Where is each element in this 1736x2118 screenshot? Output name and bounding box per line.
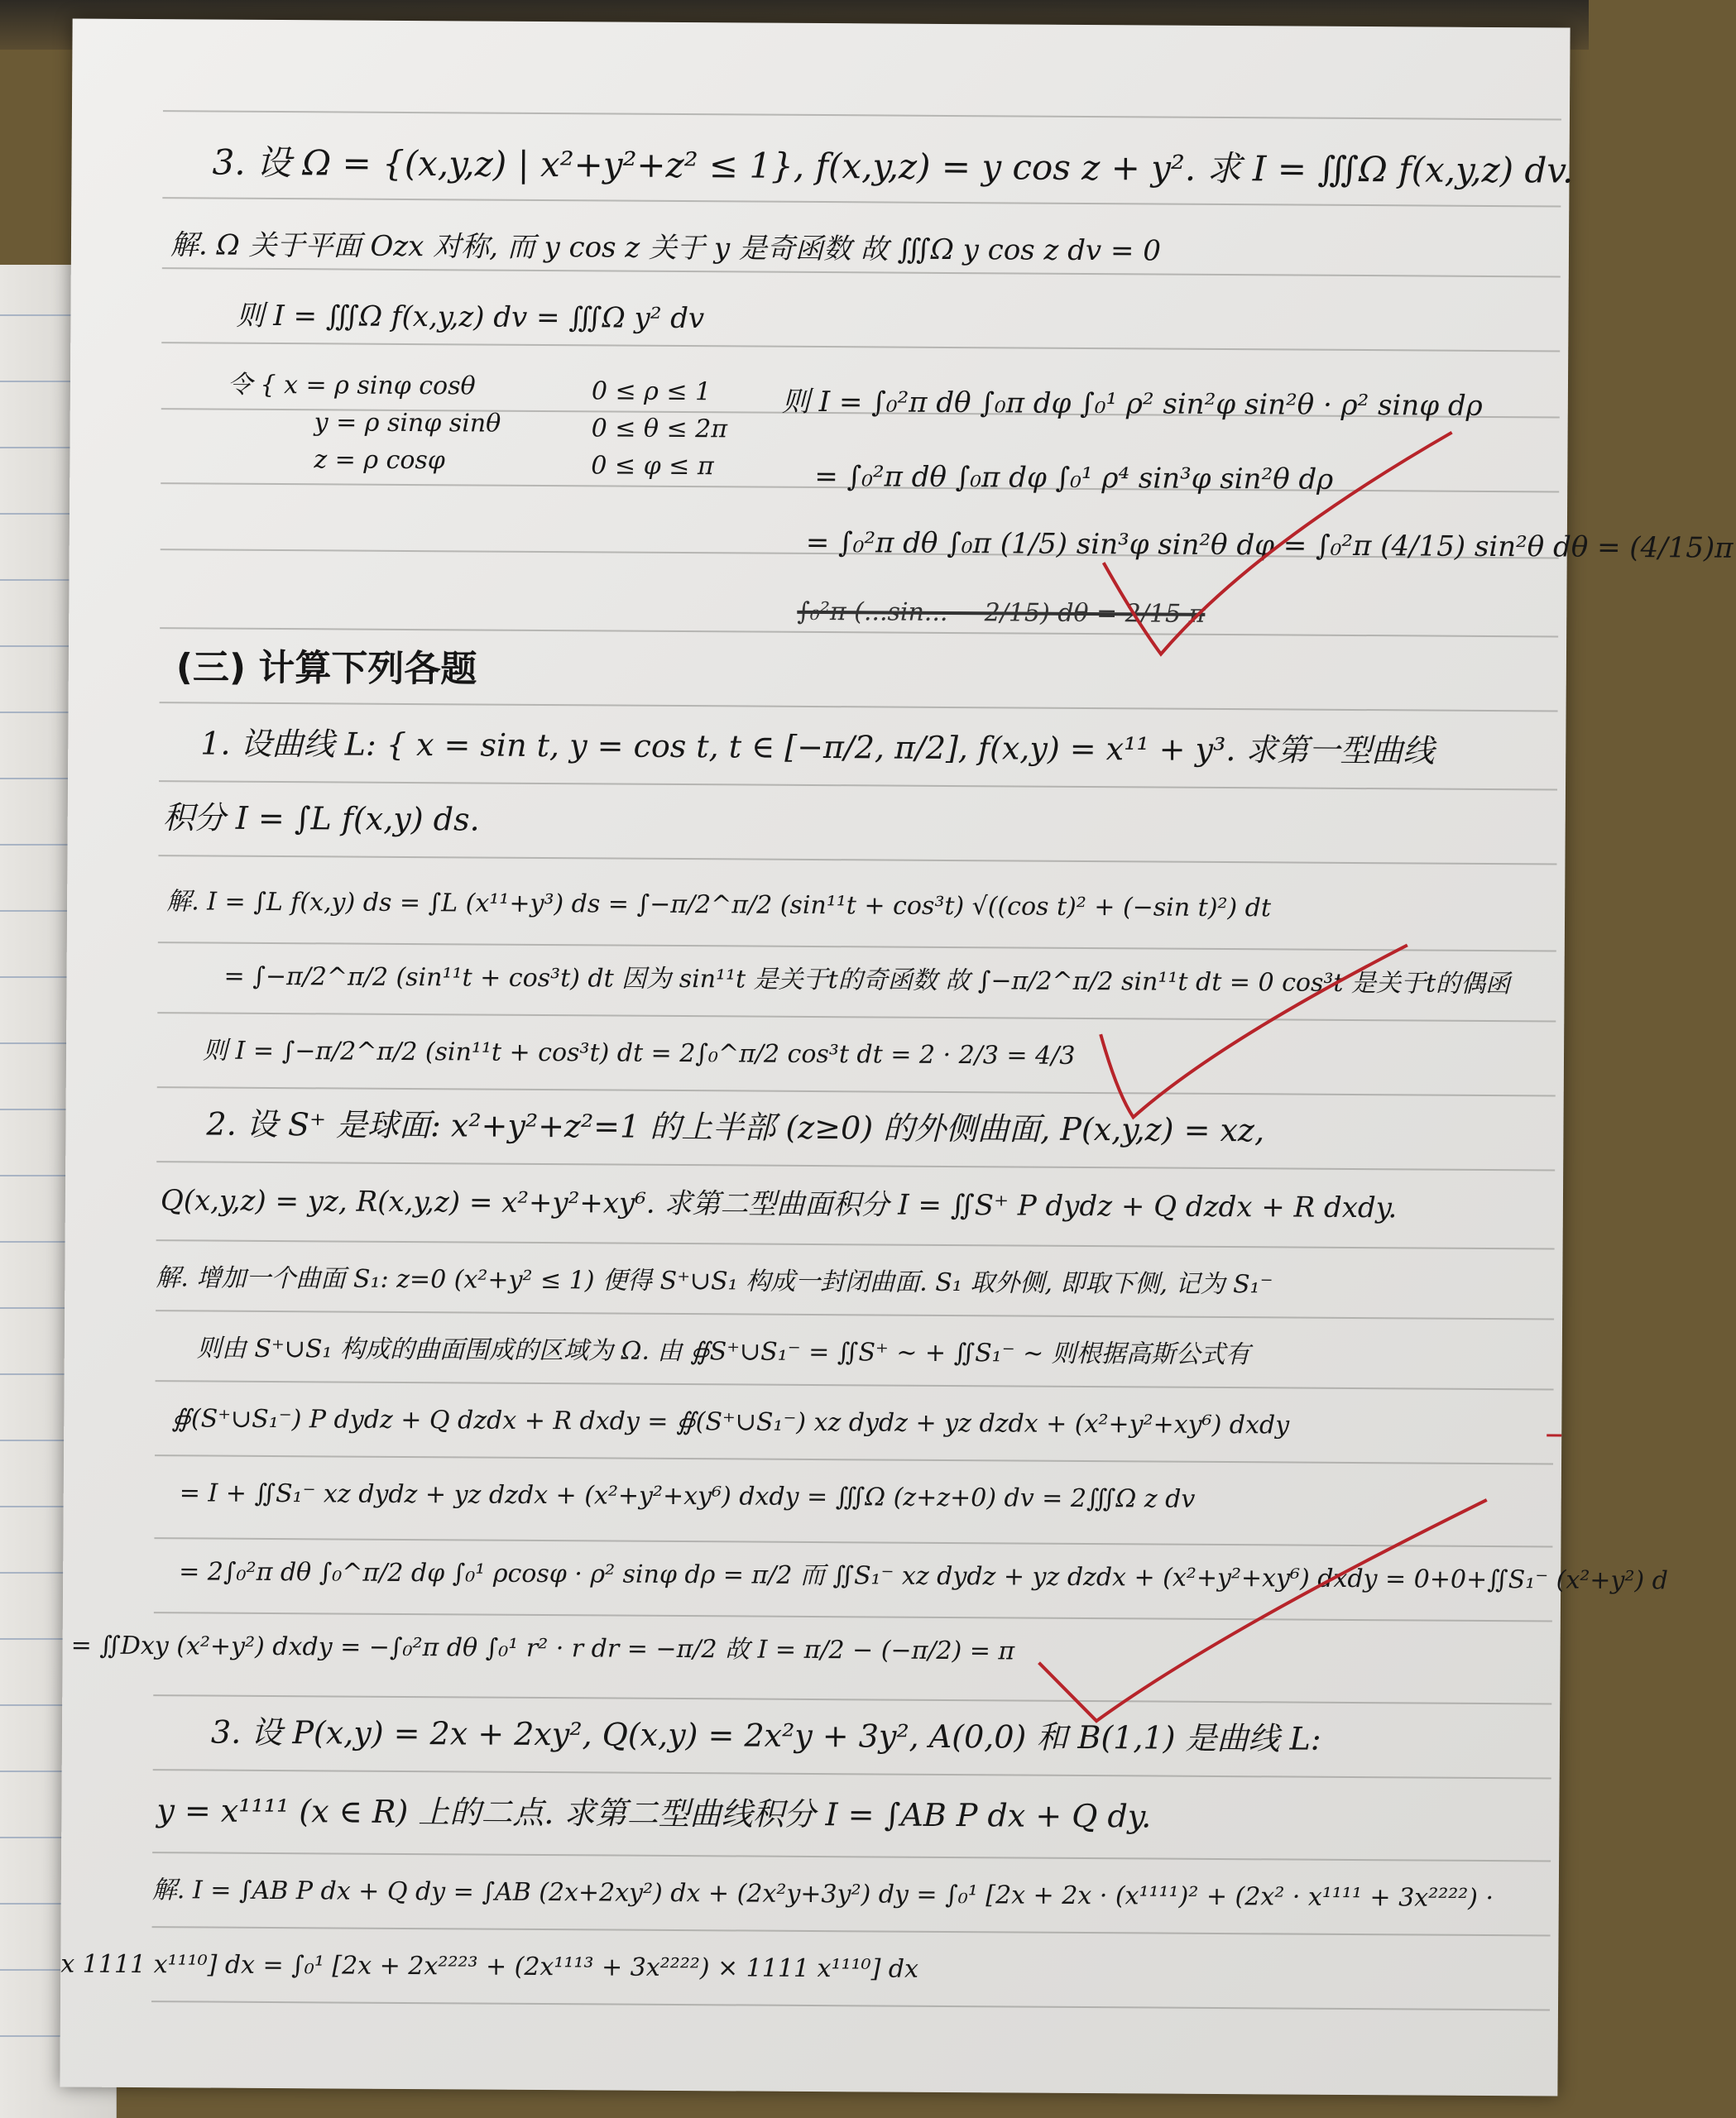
red-check-mark-question-1 — [1091, 943, 1423, 1135]
homework-sheet — [60, 18, 1734, 2096]
q2-statement-line-1: 2. 设 S⁺ 是球面: x²+y²+z²=1 的上半部 (z≥0) 的外侧曲面, P(x,y,z) = xz, — [206, 1105, 1265, 1149]
section-heading: (三) 计算下列各题 — [175, 646, 477, 691]
problem-3-calc-2: = ∫₀²π dθ ∫₀π dφ ∫₀¹ ρ⁴ sin³φ sin²θ dρ — [814, 459, 1334, 496]
q2-statement-line-2: Q(x,y,z) = yz, R(x,y,z) = x²+y²+xy⁶. 求第二型曲面积分 I = ∬S⁺ P dydz + Q dzdx + R dxdy. — [160, 1184, 1398, 1225]
range-theta: 0 ≤ θ ≤ 2π — [591, 414, 728, 444]
q3-statement-line-1: 3. 设 P(x,y) = 2x + 2xy², Q(x,y) = 2x²y + 3y², A(0,0) 和 B(1,1) 是曲线 L: — [210, 1713, 1321, 1757]
spherical-sub-x: 令 { x = ρ sinφ cosθ — [227, 370, 476, 401]
q1-solution-line-2: = ∫−π/2^π/2 (sin¹¹t + cos³t) dt 因为 sin¹¹t 是关于t的奇函数 故 ∫−π/2^π/2 sin¹¹t dt = 0 cos³t 是关于t的偶函 — [223, 961, 1511, 999]
q2-solution-line-1: 解. 增加一个曲面 S₁: z=0 (x²+y² ≤ 1) 便得 S⁺∪S₁ 构成一封闭曲面. S₁ 取外侧, 即取下侧, 记为 S₁⁻ — [156, 1263, 1273, 1300]
range-phi: 0 ≤ φ ≤ π — [591, 451, 714, 482]
q2-solution-line-2: 则由 S⁺∪S₁ 构成的曲面围成的区域为 Ω. 由 ∯S⁺∪S₁⁻ = ∬S⁺ ~ + ∬S₁⁻ ~ 则根据高斯公式有 — [196, 1334, 1250, 1370]
problem-3-calc-1: 则 I = ∫₀²π dθ ∫₀π dφ ∫₀¹ ρ² sin²φ sin²θ · ρ² sinφ dρ — [781, 385, 1483, 423]
q1-statement-line-1: 1. 设曲线 L: { x = sin t, y = cos t, t ∈ [−π/2, π/2], f(x,y) = x¹¹ + y³. 求第一型曲线 — [200, 725, 1435, 769]
q3-solution-line-2: x 1111 x¹¹¹⁰] dx = ∫₀¹ [2x + 2x²²²³ + (2x¹¹¹³ + 3x²²²²) × 1111 x¹¹¹⁰] dx — [60, 1949, 919, 1984]
red-check-mark-problem-3 — [1086, 422, 1469, 673]
problem-3-statement: 3. 设 Ω = {(x,y,z) | x²+y²+z² ≤ 1}, f(x,y,z) = y cos z + y². 求 I = ∭Ω f(x,y,z) dv. — [212, 141, 1574, 191]
q2-solution-line-3: ∯(S⁺∪S₁⁻) P dydz + Q dzdx + R dxdy = ∯(S⁺∪S₁⁻) xz dydz + yz dzdx + (x²+y²+xy⁶) dxdy — [171, 1404, 1290, 1440]
q1-solution-line-1: 解. I = ∫L f(x,y) ds = ∫L (x¹¹+y³) ds = ∫−π/2^π/2 (sin¹¹t + cos³t) √((cos t)² + (−sin t)²) dt — [166, 887, 1272, 923]
q2-solution-line-4: = I + ∬S₁⁻ xz dydz + yz dzdx + (x²+y²+xy⁶) dxdy = ∭Ω (z+z+0) dv = 2∭Ω z dv — [179, 1478, 1196, 1514]
spherical-sub-z: z = ρ cosφ — [314, 445, 445, 476]
problem-3-solution-line-1: 解. Ω 关于平面 Ozx 对称, 而 y cos z 关于 y 是奇函数 故 ∭Ω y cos z dv = 0 — [170, 228, 1162, 268]
q3-statement-line-2: y = x¹¹¹¹ (x ∈ R) 上的二点. 求第二型曲线积分 I = ∫AB P dx + Q dy. — [156, 1792, 1152, 1835]
spherical-sub-y: y = ρ sinφ sinθ — [314, 408, 501, 438]
q3-solution-line-1: 解. I = ∫AB P dx + Q dy = ∫AB (2x+2xy²) dx + (2x²y+3y²) dy = ∫₀¹ [2x + 2x · (x¹¹¹¹)² + (2x² · x¹¹¹¹ + 3x²²²²) · — [151, 1876, 1494, 1914]
q1-solution-line-3: 则 I = ∫−π/2^π/2 (sin¹¹t + cos³t) dt = 2∫₀^π/2 cos³t dt = 2 · 2/3 = 4/3 — [202, 1036, 1076, 1071]
q1-statement-line-2: 积分 I = ∫L f(x,y) ds. — [162, 799, 480, 838]
problem-3-solution-line-2: 则 I = ∭Ω f(x,y,z) dv = ∭Ω y² dv — [236, 299, 705, 336]
margin-red-mark — [1547, 1434, 1561, 1436]
red-check-mark-question-2 — [1038, 1497, 1503, 1732]
range-rho: 0 ≤ ρ ≤ 1 — [591, 376, 712, 407]
crossed-out-work: ∫₀²π (...sin... − 2/15) dθ = 2/15 π — [797, 597, 1206, 629]
problem-3-calc-3: = ∫₀²π dθ ∫₀π (1/5) sin³φ sin²θ dφ = ∫₀²π (4/15) sin²θ dθ = (4/15)π — [805, 525, 1734, 565]
q2-solution-line-6: = ∬Dxy (x²+y²) dxdy = −∫₀²π dθ ∫₀¹ r² · r dr = −π/2 故 I = π/2 − (−π/2) = π — [70, 1631, 1015, 1666]
q2-solution-line-5: = 2∫₀²π dθ ∫₀^π/2 dφ ∫₀¹ ρcosφ · ρ² sinφ dρ = π/2 而 ∬S₁⁻ xz dydz + yz dzdx + (x²+y²+xy⁶) dxdy = 0+0+∬S₁⁻ (x²+y²) d — [179, 1557, 1668, 1596]
